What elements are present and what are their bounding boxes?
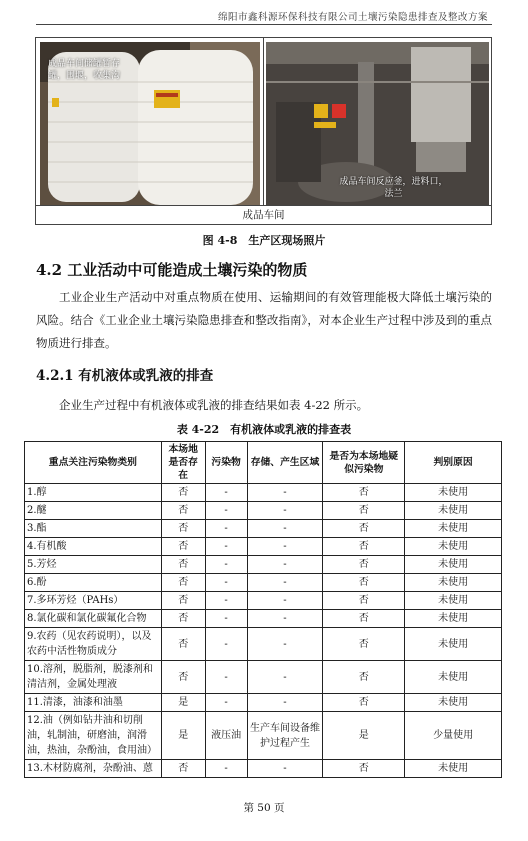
section-heading-4-2-1: 4.2.1 有机液体或乳液的排查 bbox=[36, 368, 214, 384]
row-suspected: 否 bbox=[323, 502, 405, 520]
row-reason: 未使用 bbox=[405, 694, 502, 712]
table-header-row bbox=[25, 442, 502, 484]
header-reason: 判别原因 bbox=[405, 442, 502, 484]
section-4-2-paragraph: 工业企业生产活动中对重点物质在使用、运输期间的有效管理能极大降低土壤污染的风险。结合《工业企业土壤污染隐患排查和整改指南》，对本企业生产过程中涉及到的重点物质进行排查。 bbox=[36, 290, 492, 350]
section-heading-4-2: 4.2 工业活动中可能造成土壤污染的物质 bbox=[36, 261, 308, 279]
header-pollutant: 污染物 bbox=[205, 442, 247, 484]
row-area: - bbox=[247, 592, 323, 610]
row-area: - bbox=[247, 574, 323, 592]
running-header: 绵阳市鑫科源环保科技有限公司土壤污染隐患排查及整改方案 bbox=[217, 12, 488, 23]
row-present: 否 bbox=[161, 628, 205, 661]
row-suspected: 否 bbox=[323, 574, 405, 592]
row-suspected: 否 bbox=[323, 610, 405, 628]
header-area: 存储、产生区域 bbox=[247, 442, 323, 484]
row-pollutant: - bbox=[205, 628, 247, 661]
row-category: 10.溶剂，脱脂剂，脱漆剂和清洁剂，金属处理液 bbox=[25, 661, 162, 694]
row-suspected: 否 bbox=[323, 592, 405, 610]
row-reason: 未使用 bbox=[405, 520, 502, 538]
row-pollutant: - bbox=[205, 760, 247, 778]
row-present: 否 bbox=[161, 610, 205, 628]
row-present: 否 bbox=[161, 760, 205, 778]
row-present: 否 bbox=[161, 592, 205, 610]
row-present: 否 bbox=[161, 502, 205, 520]
row-area: - bbox=[247, 628, 323, 661]
page-number: 第 50 页 bbox=[243, 802, 285, 814]
table-title: 表 4-22 有机液体或乳液的排查表 bbox=[176, 423, 352, 436]
row-present: 是 bbox=[161, 694, 205, 712]
row-pollutant: - bbox=[205, 694, 247, 712]
row-suspected: 否 bbox=[323, 538, 405, 556]
table-row bbox=[25, 712, 502, 760]
table-row bbox=[25, 502, 502, 520]
row-reason: 未使用 bbox=[405, 661, 502, 694]
row-category: 9.农药（见农药说明），以及农药中活性物质成分 bbox=[25, 628, 162, 661]
row-category: 5.芳烃 bbox=[25, 556, 162, 574]
figure-title: 图 4-8 生产区现场照片 bbox=[202, 234, 326, 247]
row-reason: 未使用 bbox=[405, 610, 502, 628]
figure-cell-caption: 成品车间 bbox=[36, 205, 491, 224]
row-present: 否 bbox=[161, 556, 205, 574]
row-area: - bbox=[247, 556, 323, 574]
row-category: 4.有机酸 bbox=[25, 538, 162, 556]
row-area: - bbox=[247, 502, 323, 520]
row-category: 12.油（例如钻井油和切削油，轧制油，研磨油，润滑油，热油，杂酚油，食用油） bbox=[25, 712, 162, 760]
row-pollutant: - bbox=[205, 520, 247, 538]
table-row bbox=[25, 592, 502, 610]
row-present: 否 bbox=[161, 661, 205, 694]
row-reason: 未使用 bbox=[405, 484, 502, 502]
figure-column-divider bbox=[263, 38, 264, 206]
row-pollutant: - bbox=[205, 574, 247, 592]
row-area: - bbox=[247, 610, 323, 628]
row-reason: 未使用 bbox=[405, 628, 502, 661]
row-reason: 未使用 bbox=[405, 592, 502, 610]
row-category: 7.多环芳烃（PAHs） bbox=[25, 592, 162, 610]
row-area: - bbox=[247, 484, 323, 502]
table-row bbox=[25, 574, 502, 592]
row-pollutant: - bbox=[205, 484, 247, 502]
row-present: 是 bbox=[161, 712, 205, 760]
header-present: 本场地是否存在 bbox=[161, 442, 205, 484]
row-suspected: 否 bbox=[323, 760, 405, 778]
row-suspected: 否 bbox=[323, 694, 405, 712]
row-suspected: 否 bbox=[323, 484, 405, 502]
left-photo-annotation: 成品车间储罐暂存罐，围堰，收集沟 bbox=[48, 59, 121, 81]
row-pollutant: - bbox=[205, 556, 247, 574]
header-divider bbox=[36, 24, 492, 25]
table-row bbox=[25, 538, 502, 556]
figure-photo-panel bbox=[35, 37, 492, 225]
row-area: - bbox=[247, 760, 323, 778]
row-area: - bbox=[247, 661, 323, 694]
row-suspected: 否 bbox=[323, 661, 405, 694]
row-reason: 未使用 bbox=[405, 556, 502, 574]
row-pollutant: - bbox=[205, 661, 247, 694]
row-pollutant: - bbox=[205, 592, 247, 610]
row-pollutant: - bbox=[205, 538, 247, 556]
row-reason: 未使用 bbox=[405, 538, 502, 556]
row-pollutant: 液压油 bbox=[205, 712, 247, 760]
table-row bbox=[25, 484, 502, 502]
row-category: 11.清漆，油漆和油墨 bbox=[25, 694, 162, 712]
row-category: 8.氯化碳和氯化碳氟化合物 bbox=[25, 610, 162, 628]
table-row bbox=[25, 760, 502, 778]
row-category: 13.木材防腐剂，杂酚油、蒽 bbox=[25, 760, 162, 778]
row-present: 否 bbox=[161, 574, 205, 592]
row-present: 否 bbox=[161, 520, 205, 538]
table-row bbox=[25, 610, 502, 628]
pollutant-screening-table bbox=[24, 441, 502, 778]
row-area: 生产车间设备维护过程产生 bbox=[247, 712, 323, 760]
row-area: - bbox=[247, 520, 323, 538]
row-reason: 少量使用 bbox=[405, 712, 502, 760]
row-category: 6.酚 bbox=[25, 574, 162, 592]
row-category: 3.酯 bbox=[25, 520, 162, 538]
section-4-2-1-paragraph: 企业生产过程中有机液体或乳液的排查结果如表 4-22 所示。 bbox=[59, 398, 369, 412]
row-category: 2.醚 bbox=[25, 502, 162, 520]
row-present: 否 bbox=[161, 538, 205, 556]
row-pollutant: - bbox=[205, 610, 247, 628]
row-reason: 未使用 bbox=[405, 574, 502, 592]
table-row bbox=[25, 556, 502, 574]
row-suspected: 否 bbox=[323, 628, 405, 661]
row-reason: 未使用 bbox=[405, 760, 502, 778]
row-reason: 未使用 bbox=[405, 502, 502, 520]
table-row bbox=[25, 694, 502, 712]
header-suspected: 是否为本场地疑似污染物 bbox=[323, 442, 405, 484]
table-row bbox=[25, 628, 502, 661]
row-present: 否 bbox=[161, 484, 205, 502]
table-row bbox=[25, 520, 502, 538]
header-category: 重点关注污染物类别 bbox=[25, 442, 162, 484]
row-pollutant: - bbox=[205, 502, 247, 520]
row-suspected: 否 bbox=[323, 556, 405, 574]
row-area: - bbox=[247, 694, 323, 712]
row-category: 1.醇 bbox=[25, 484, 162, 502]
row-area: - bbox=[247, 538, 323, 556]
row-suspected: 否 bbox=[323, 520, 405, 538]
table-row bbox=[25, 661, 502, 694]
row-suspected: 是 bbox=[323, 712, 405, 760]
right-photo-annotation: 成品车间反应釜，进料口，法兰 bbox=[339, 177, 448, 199]
